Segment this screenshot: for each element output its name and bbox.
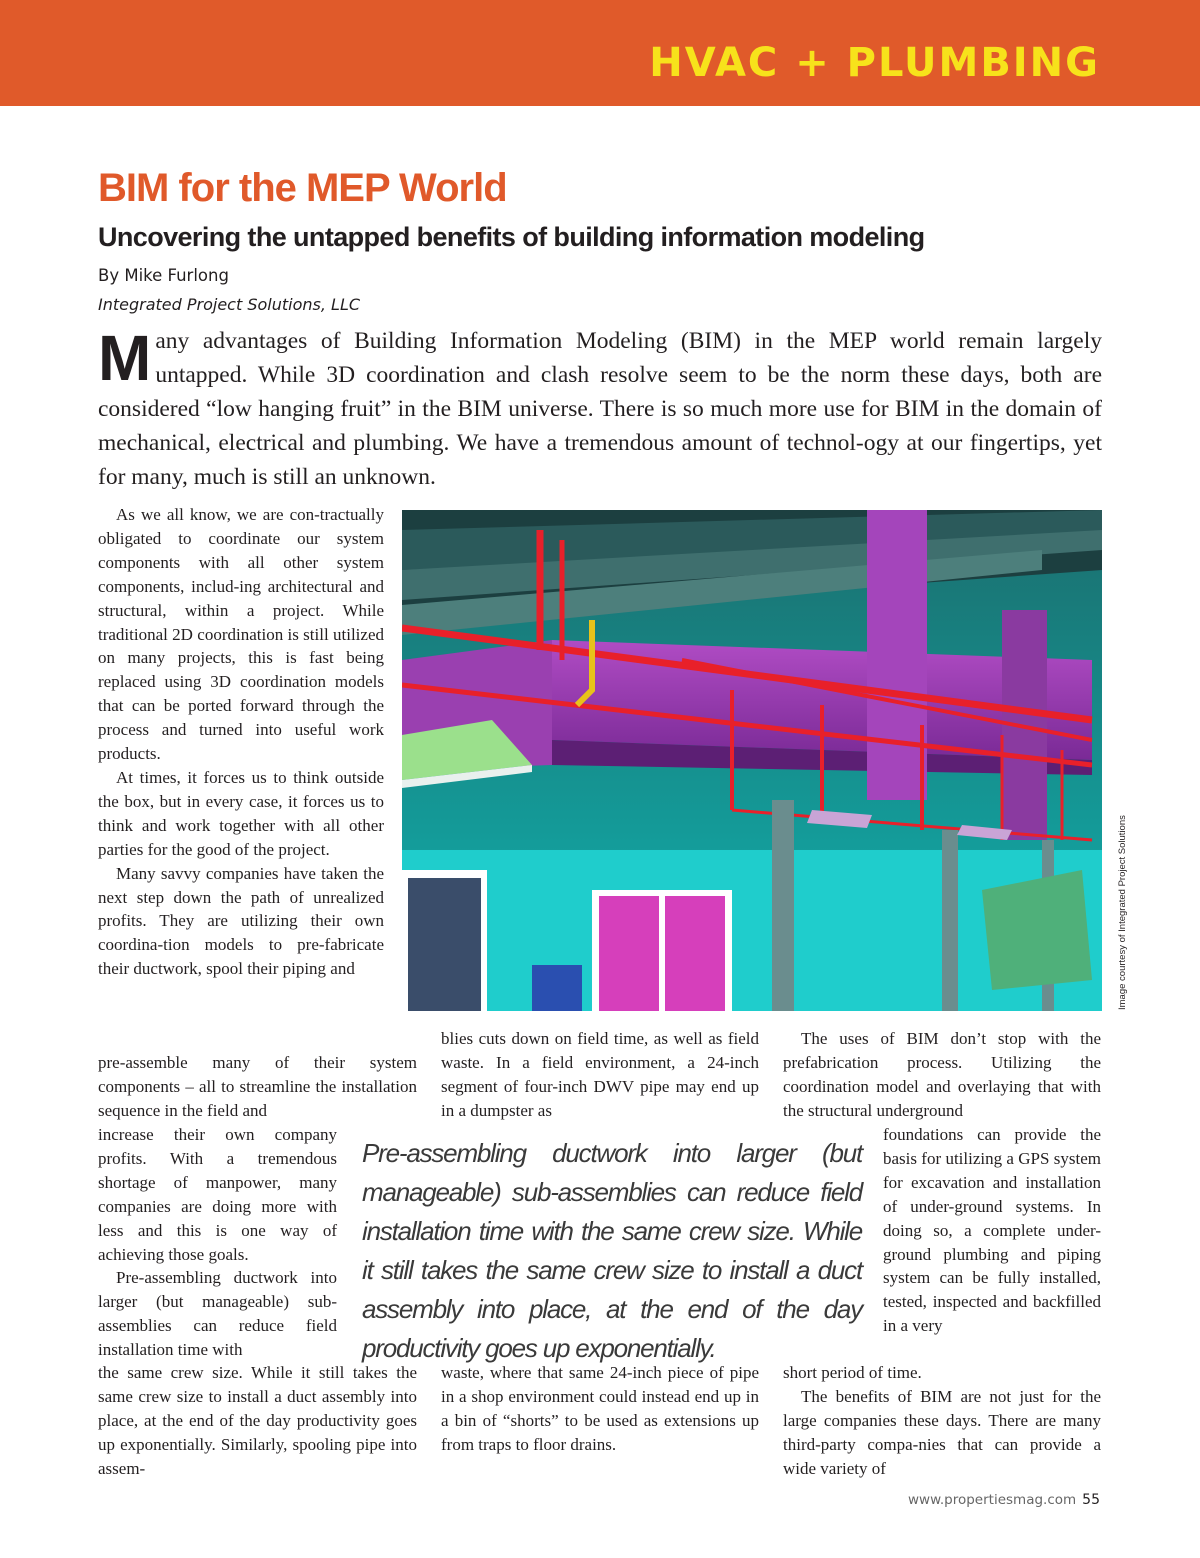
column-2-top xyxy=(441,1027,759,1123)
col1-paragraph-2: At times, it forces us to think outside the box, but in every case, it forces us to think and work together with all other parties for the good of the project. xyxy=(98,767,384,859)
column-1-bottom xyxy=(98,1361,417,1481)
column-1-top xyxy=(98,503,384,981)
col2-text-bottom: waste, where that same 24-inch piece of pipe in a shop environment could instead end up in a bin of “shorts” to be used as extensions up from traps to floor drains. xyxy=(441,1363,759,1454)
page-footer xyxy=(908,1492,1100,1508)
col1-paragraph-1: As we all know, we are con-tractually obligated to coordinate our system components with all other system components, includ-ing architectural and structural, within a project. While traditional 2D coordination is still utilized on many projects, this is fast being replaced using 3D coordination models that can be ported forward through the process and turned into useful work products. xyxy=(98,505,384,764)
lead-paragraph xyxy=(98,324,1102,494)
section-label: HVAC + PLUMBING xyxy=(649,40,1100,86)
col3-paragraph-1-end: short period of time. xyxy=(783,1363,922,1382)
author-affiliation: Integrated Project Solutions, LLC xyxy=(98,295,361,314)
column-3-beside-quote xyxy=(883,1123,1101,1338)
byline: By Mike Furlong xyxy=(98,266,229,285)
col1-paragraph-4: Pre-assembling ductwork into larger (but manageable) sub-assemblies can reduce field installation time with xyxy=(98,1268,337,1360)
page-number: 55 xyxy=(1082,1492,1100,1508)
column-2-bottom xyxy=(441,1361,759,1457)
col1-paragraph-3: Many savvy companies have taken the next step down the path of unrealized profits. They are utilizing their own coordina-tion models to pre-fabricate their ductwork, spool their piping and xyxy=(98,863,384,979)
col1-paragraph-3-end: increase their own company profits. With a tremendous shortage of manpower, many companies are doing more with less and this is one way of achieving those goals. xyxy=(98,1125,337,1264)
footer-url: www.propertiesmag.com xyxy=(907,1492,1077,1508)
col3-paragraph-2: The benefits of BIM are not just for the large companies these days. There are many third-party compa-nies that can provide a wide variety of xyxy=(783,1386,1101,1478)
lead-text: any advantages of Building Information Modeling (BIM) in the MEP world remain largely untapped. While 3D coordination and clash resolve seem to be the norm these days, both are considered “low hanging fruit” in the BIM universe. There is so much more use for BIM in the domain of mechanical, electrical and plumbing. We have a tremendous amount of technol-ogy at our fingertips, yet for many, much is still an unknown. xyxy=(98,328,1102,490)
bim-model-image xyxy=(402,510,1102,1011)
col3-paragraph-1: The uses of BIM don’t stop with the prefabrication process. Utilizing the coordination model and overlaying that with the structural underground xyxy=(783,1029,1101,1120)
section-banner xyxy=(0,0,1200,106)
col2-text-top: blies cuts down on field time, as well as field waste. In a field environment, a 24-inch segment of four-inch DWV pipe may end up in a dumpster as xyxy=(441,1029,759,1120)
pull-quote: Pre-assembling ductwork into larger (but manageable) sub-assemblies can reduce field installation time with the same crew size. While it still takes the same crew size to install a duct assembly into place, at the end of the day productivity goes up exponentially. xyxy=(362,1138,862,1363)
column-3-bottom xyxy=(783,1361,1101,1481)
image-credit: Image courtesy of Integrated Project Solutions xyxy=(1117,815,1128,1010)
col3-paragraph-1-cont: foundations can provide the basis for utilizing a GPS system for excavation and installation of under-ground systems. In doing so, a complete under-ground plumbing and piping system can be fully installed, tested, inspected and backfilled in a very xyxy=(883,1125,1101,1336)
col1-paragraph-3-cont: pre-assemble many of their system components – all to streamline the installation sequence in the field and xyxy=(98,1053,417,1120)
column-3-top xyxy=(783,1027,1101,1123)
drop-cap: M xyxy=(98,322,152,394)
article-title: BIM for the MEP World xyxy=(98,166,507,210)
article-subtitle: Uncovering the untapped benefits of building information modeling xyxy=(98,222,925,252)
col1-paragraph-4-cont: the same crew size. While it still takes the same crew size to install a duct assembly into place, at the end of the day productivity goes up exponentially. Similarly, spooling pipe into assem- xyxy=(98,1363,417,1478)
column-1-mid xyxy=(98,1051,417,1123)
column-1-beside-quote xyxy=(98,1123,337,1362)
